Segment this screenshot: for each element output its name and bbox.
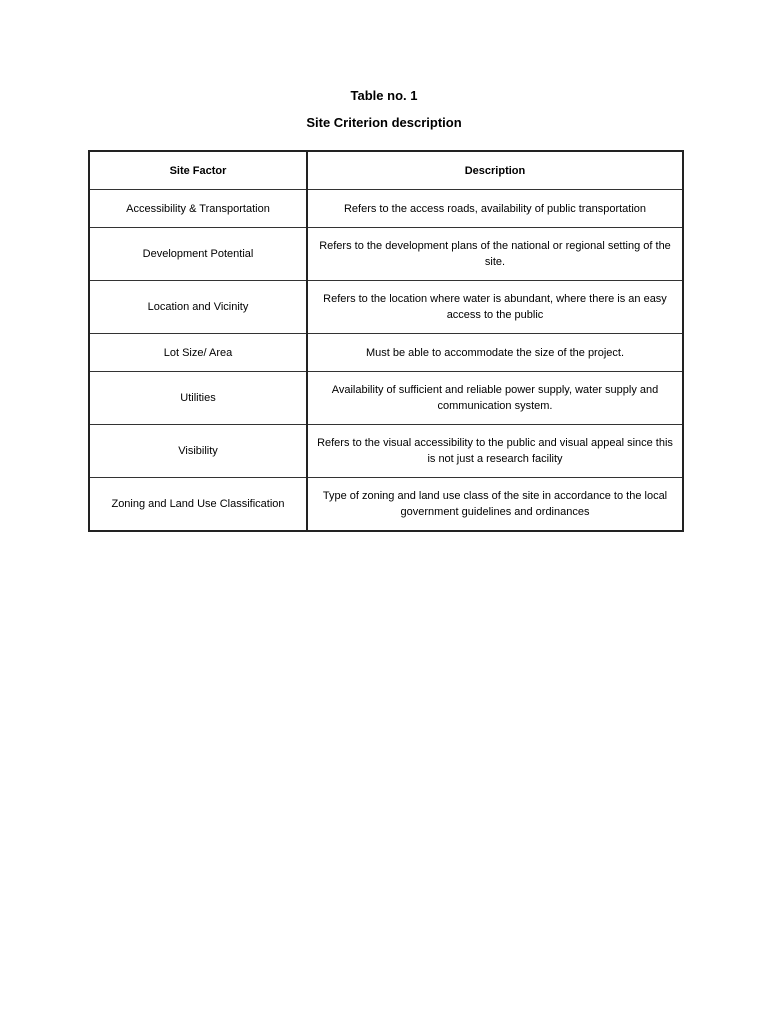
table-number: Table no. 1 [350,88,418,103]
table-row [89,372,683,425]
site-factor-cell: Visibility [89,425,307,478]
table-header-row [89,151,683,190]
description-cell: Type of zoning and land use class of the site in accordance to the local government guidelines and ordinances [307,478,683,532]
description-cell: Refers to the development plans of the national or regional setting of the site. [307,228,683,281]
header-site-factor: Site Factor [89,151,307,190]
site-factor-cell: Utilities [89,372,307,425]
table-row [89,190,683,228]
table-row [89,228,683,281]
description-cell: Refers to the access roads, availability of public transportation [307,190,683,228]
header-description: Description [307,151,683,190]
site-factor-cell: Zoning and Land Use Classification [89,478,307,532]
table-row [89,478,683,532]
table-title: Site Criterion description [306,115,462,130]
table-row [89,281,683,334]
site-factor-cell: Accessibility & Transportation [89,190,307,228]
site-criteria-table [88,150,684,532]
table-row [89,425,683,478]
site-factor-cell: Location and Vicinity [89,281,307,334]
site-factor-cell: Development Potential [89,228,307,281]
description-cell: Refers to the visual accessibility to the public and visual appeal since this is not just a research facility [307,425,683,478]
description-cell: Availability of sufficient and reliable power supply, water supply and communication system. [307,372,683,425]
description-cell: Must be able to accommodate the size of the project. [307,334,683,372]
table-row [89,334,683,372]
site-factor-cell: Lot Size/ Area [89,334,307,372]
description-cell: Refers to the location where water is abundant, where there is an easy access to the public [307,281,683,334]
